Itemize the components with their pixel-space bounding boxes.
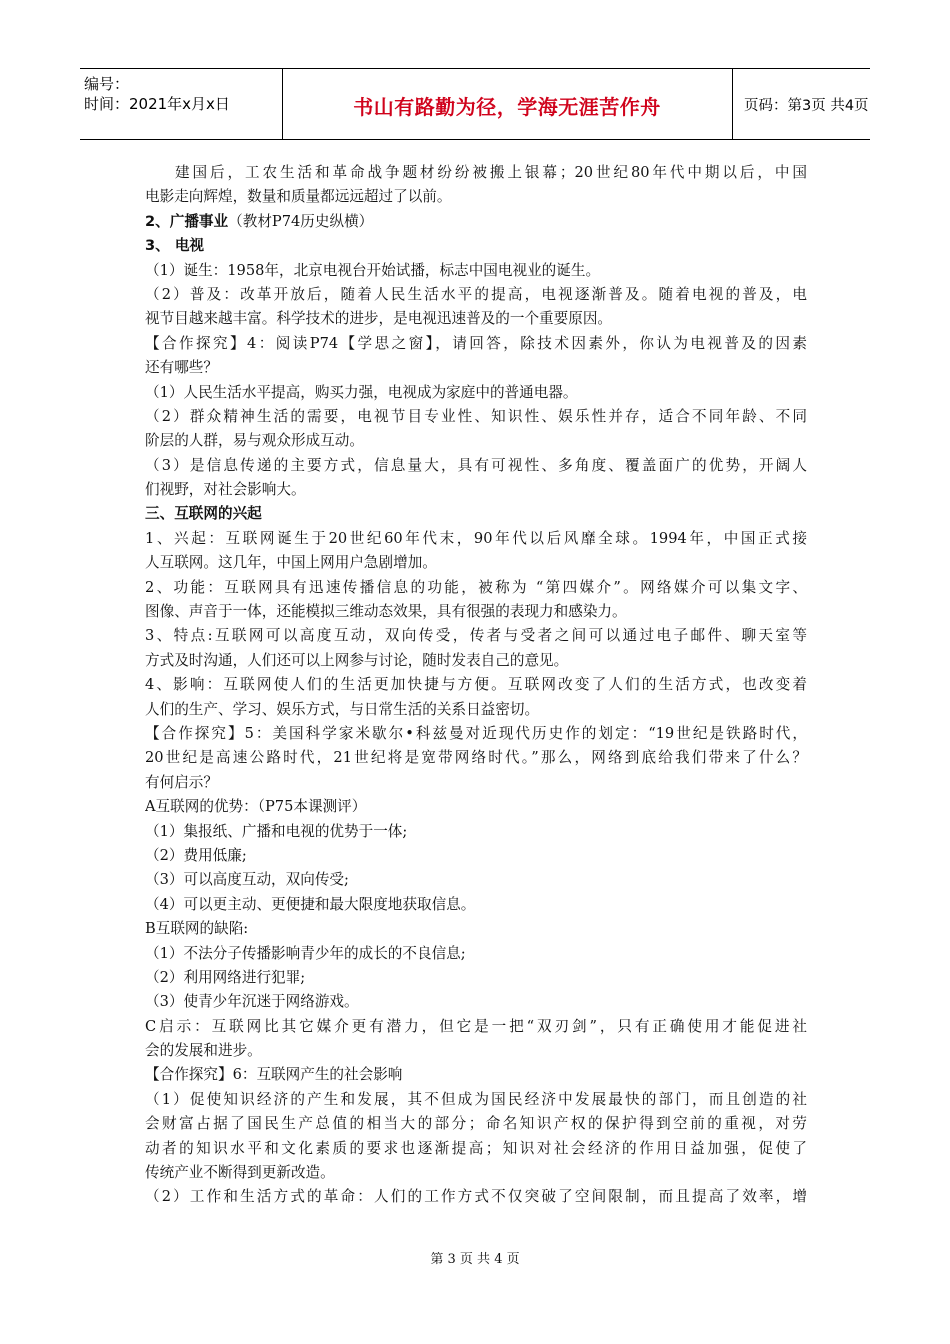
section-heading: 3、 电视 xyxy=(145,237,205,255)
text-line: 会的发展和进步。 xyxy=(145,1042,262,1060)
text-line: 电影走向辉煌，数量和质量都远远超过了以前。 xyxy=(145,188,452,206)
text-line: （2）群众精神生活的需要，电视节目专业性、知识性、娱乐性并存，适合不同年龄、不同 xyxy=(145,407,807,425)
section-note: （教材P74历史纵横） xyxy=(228,212,374,230)
text-line: 人们的生产、学习、娱乐方式，与日常生活的关系日益密切。 xyxy=(145,700,540,718)
text-line: 人互联网。这几年，中国上网用户急剧增加。 xyxy=(145,554,437,572)
header-page-cell xyxy=(732,69,870,139)
text-line: 有何启示？ xyxy=(145,773,218,791)
text-line: （2）工作和生活方式的革命：人们的工作方式不仅突破了空间限制，而且提高了效率，增 xyxy=(145,1188,807,1206)
text-line xyxy=(145,210,807,234)
text-line: 建国后，工农生活和革命战争题材纷纷被搬上银幕；20世纪80年代中期以后，中国 xyxy=(175,164,807,181)
text-line: 会财富占据了国民生产总值的相当大的部分；命名知识产权的保护得到空前的重视，对劳 xyxy=(145,1115,807,1133)
text-line: （2）费用低廉; xyxy=(145,846,247,864)
text-line: 【合作探究】5：美国科学家米歇尔•科兹曼对近现代历史作的划定：“19世纪是铁路时代， xyxy=(145,724,807,742)
section-heading: 三、互联网的兴起 xyxy=(145,505,262,523)
text-line: 动者的知识水平和文化素质的要求也逐渐提高；知识对社会经济的作用日益加强，促使了 xyxy=(145,1139,807,1157)
text-line: 传统产业不断得到更新改造。 xyxy=(145,1164,335,1182)
text-line: 20世纪是高速公路时代，21世纪将是宽带网络时代。”那么，网络到底给我们带来了什么？ xyxy=(145,749,807,767)
text-line: A互联网的优势：（P75本课测评） xyxy=(145,798,367,816)
text-line: （1）诞生：1958年，北京电视台开始试播，标志中国电视业的诞生。 xyxy=(145,261,601,279)
text-line: （1）集报纸、广播和电视的优势于一体; xyxy=(145,822,408,840)
text-line: 3、特点:互联网可以高度互动，双向传受，传者与受者之间可以通过电子邮件、聊天室等 xyxy=(145,627,807,645)
text-line: （1）不法分子传播影响青少年的成长的不良信息; xyxy=(145,944,466,962)
text-line: B互联网的缺陷: xyxy=(145,920,249,938)
text-line: 【合作探究】6：互联网产生的社会影响 xyxy=(145,1066,403,1084)
text-line: 2、功能：互联网具有迅速传播信息的功能，被称为 “第四媒介”。网络媒介可以集文字、 xyxy=(145,578,807,596)
text-line: 1、兴起：互联网诞生于20世纪60年代末，90年代以后风靡全球。1994年，中国正式接 xyxy=(145,529,807,547)
text-line: （4）可以更主动、更便捷和最大限度地获取信息。 xyxy=(145,895,476,913)
text-line: 们视野，对社会影响大。 xyxy=(145,481,306,499)
header-motto-cell xyxy=(282,69,733,139)
text-line: （3）是信息传递的主要方式，信息量大，具有可视性、多角度、覆盖面广的优势，开阔人 xyxy=(145,456,807,474)
document-body xyxy=(145,161,807,1210)
document-number-label: 编号： xyxy=(84,75,130,93)
text-line: （3）可以高度互动，双向传受; xyxy=(145,871,349,889)
page-header xyxy=(80,68,870,140)
text-line: 【合作探究】4：阅读P74【学思之窗】，请回答，除技术因素外，你认为电视普及的因素 xyxy=(145,334,807,352)
page-footer: 第 3 页 共 4 页 xyxy=(430,1252,520,1267)
header-info-cell xyxy=(80,69,283,139)
text-line: （2）普及：改革开放后，随着人民生活水平的提高，电视逐渐普及。随着电视的普及，电 xyxy=(145,285,807,303)
header-motto: 书山有路勤为径，学海无涯苦作舟 xyxy=(353,95,661,119)
text-line: （3）使青少年沉迷于网络游戏。 xyxy=(145,993,359,1011)
text-line: 还有哪些？ xyxy=(145,359,218,377)
text-line: 视节目越来越丰富。科学技术的进步，是电视迅速普及的一个重要原因。 xyxy=(145,310,613,328)
header-page-info: 页码：第3页 共4页 xyxy=(744,98,869,114)
text-line: 方式及时沟通，人们还可以上网参与讨论，随时发表自己的意见。 xyxy=(145,651,569,669)
text-line: （1）促使知识经济的产生和发展，其不但成为国民经济中发展最快的部门，而且创造的社 xyxy=(145,1090,807,1108)
section-heading: 2、广播事业 xyxy=(145,212,229,230)
text-line: （2）利用网络进行犯罪; xyxy=(145,968,306,986)
text-line: （1）人民生活水平提高，购买力强，电视成为家庭中的普通电器。 xyxy=(145,383,578,401)
text-line: C启示：互联网比其它媒介更有潜力，但它是一把“双刃剑”，只有正确使用才能促进社 xyxy=(145,1017,807,1035)
text-line: 图像、声音于一体，还能模拟三维动态效果，具有很强的表现力和感染力。 xyxy=(145,603,627,621)
text-line: 阶层的人群，易与观众形成互动。 xyxy=(145,432,364,450)
text-line: 4、影响：互联网使人们的生活更加快捷与方便。互联网改变了人们的生活方式，也改变着 xyxy=(145,676,807,694)
document-date-label: 时间：2021年x月x日 xyxy=(84,95,230,113)
